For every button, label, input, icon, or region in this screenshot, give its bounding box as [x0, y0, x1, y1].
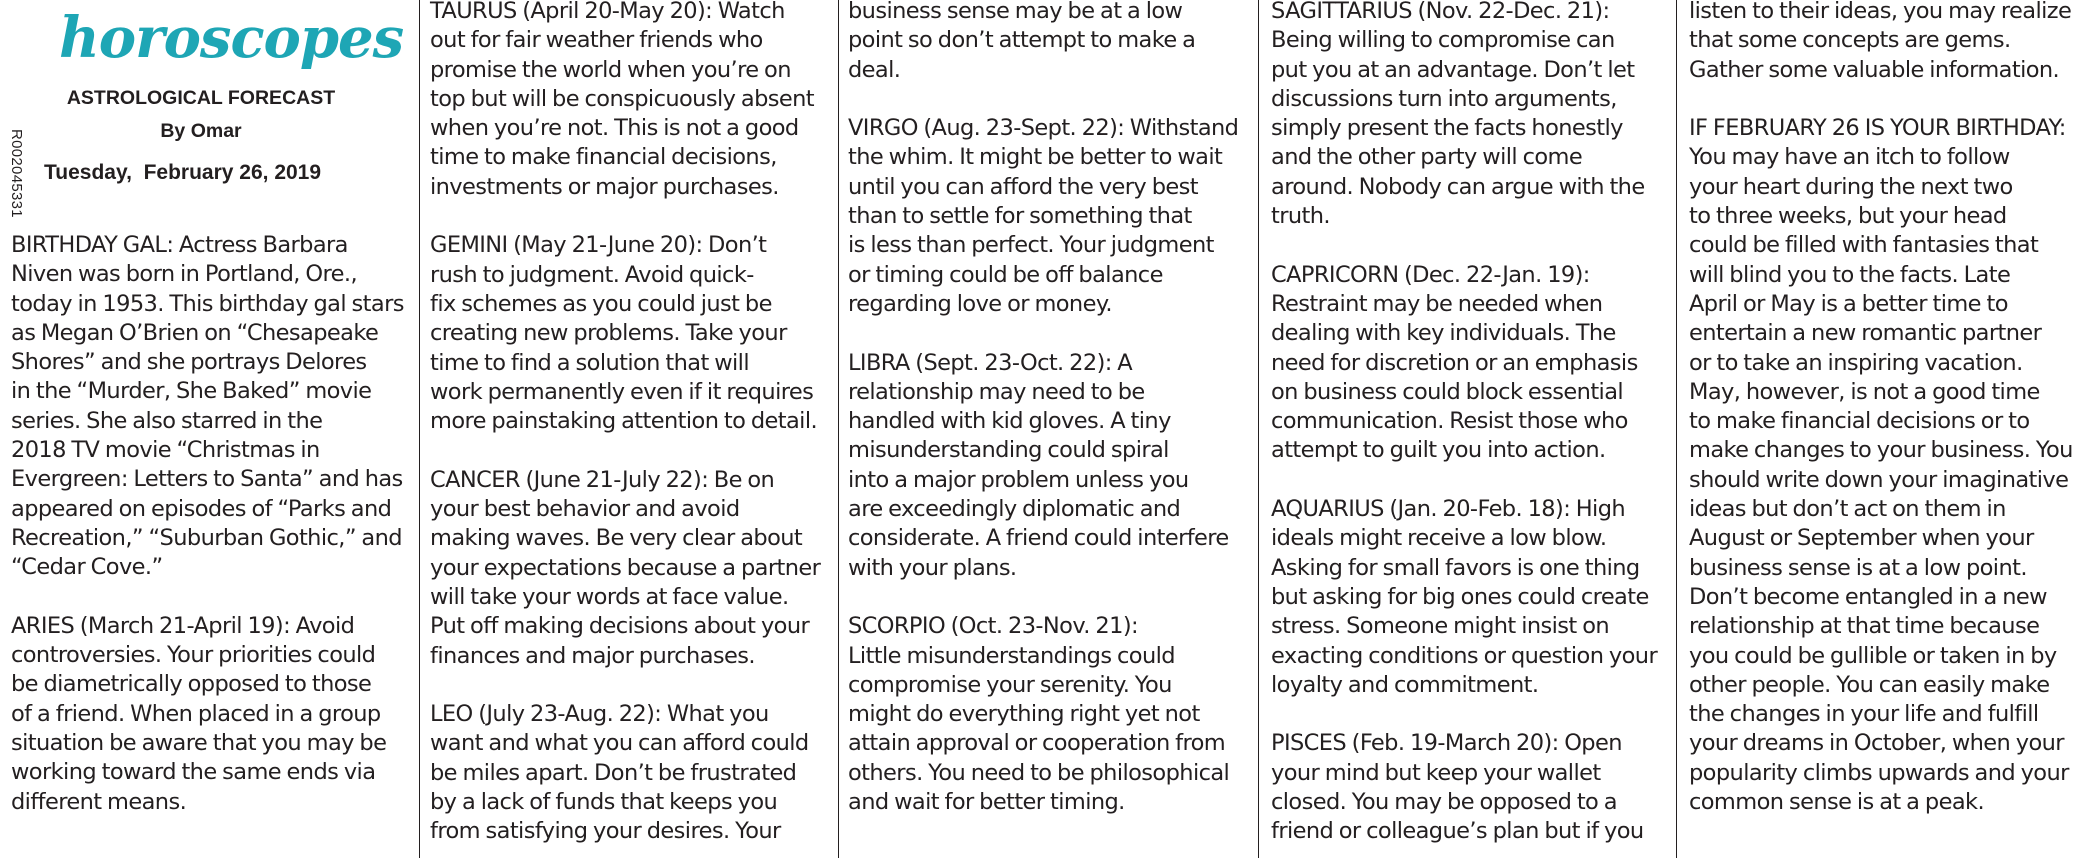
- column-text: [1271, 0, 1668, 847]
- column-5: [1677, 0, 2083, 858]
- aries-paragraph: ARIES (March 21-April 19): Avoid controversies. Your priorities could be diametrically opposed to those of a friend. When placed in a group situation be aware that you may be working toward the same ends via different means.: [11, 612, 387, 815]
- capricorn-paragraph: CAPRICORN (Dec. 22-Jan. 19): Restraint may be needed when dealing with key individuals. The need for discretion or an emphasis on business could block essential communication. Resist those who attempt to guilt you into action.: [1271, 261, 1638, 464]
- masthead: [8, 0, 409, 228]
- pisces-continued-paragraph: listen to their ideas, you may realize that some concepts are gems. Gather some valuable information.: [1689, 0, 2072, 83]
- leo-paragraph: LEO (July 23-Aug. 22): What you want and what you can afford could be miles apart. Don’t be frustrated by a lack of funds that keeps you from satisfying your desires. Your: [430, 701, 809, 845]
- column-text: [430, 0, 830, 847]
- aquarius-paragraph: AQUARIUS (Jan. 20-Feb. 18): High ideals might receive a low blow. Asking for small favors is one thing but asking for big ones could create stress. Someone might insist on exacting conditions or question your loyalty and commitment.: [1271, 496, 1658, 698]
- leo-continued-paragraph: business sense may be at a low point so don’t attempt to make a deal.: [848, 0, 1196, 83]
- column-3: [839, 0, 1259, 858]
- column-4: [1259, 0, 1677, 858]
- birthday-gal-paragraph: BIRTHDAY GAL: Actress Barbara Niven was born in Portland, Ore., today in 1953. This birthday gal stars as Megan O’Brien on “Chesapeake Shores” and she portrays Delores in the “Murder, She Baked” movie series. She also starred in the 2018 TV movie “Christmas in Evergreen: Letters to Santa” and has appeared on episodes of “Parks and Recreation,” “Suburban Gothic,” and “Cedar Cove.”: [11, 232, 404, 581]
- taurus-paragraph: TAURUS (April 20-May 20): Watch out for fair weather friends who promise the world when you’re on top but will be conspicuously absent when you’re not. This is not a good time to make financial decisions, investments or major purchases.: [430, 0, 814, 200]
- column-text: [1689, 0, 2077, 817]
- virgo-paragraph: VIRGO (Aug. 23-Sept. 22): Withstand the whim. It might be better to wait until you can afford the very best than to settle for something that is less than perfect. Your judgment or timing could be off balance regarding love or money.: [848, 115, 1239, 317]
- cancer-paragraph: CANCER (June 21-July 22): Be on your best behavior and avoid making waves. Be very clear about your expectations because a partner will take your words at face value. Put off making decisions about your finances and major purchases.: [430, 466, 821, 669]
- pisces-paragraph: PISCES (Feb. 19-March 20): Open your mind but keep your wallet closed. You may be opposed to a friend or colleague’s plan but if you: [1271, 730, 1644, 845]
- column-text: [848, 0, 1250, 817]
- gemini-paragraph: GEMINI (May 21-June 20): Don’t rush to judgment. Avoid quick- fix schemes as you could just be creating new problems. Take your time to find a solution that will work permanently even if it requires more painstaking attention to detail.: [430, 232, 818, 435]
- column-1: [0, 0, 420, 858]
- libra-paragraph: LIBRA (Sept. 23-Oct. 22): A relationship may need to be handled with kid gloves. A tiny misunderstanding could spiral into a major problem unless you are exceedingly diplomatic and considerate. A friend could interfere with your plans.: [848, 349, 1229, 581]
- byline: By Omar: [160, 120, 242, 142]
- horoscopes-logo: horoscopes: [59, 5, 404, 71]
- column-2: [420, 0, 839, 858]
- sagittarius-paragraph: SAGITTARIUS (Nov. 22-Dec. 21): Being willing to compromise can put you at an advantage. Don’t let discussions turn into arguments, simply present the facts honestly and the other party will come around. Nobody can argue with the truth.: [1271, 0, 1645, 230]
- birthday-forecast-paragraph: IF FEBRUARY 26 IS YOUR BIRTHDAY: You may have an itch to follow your heart during the next two to three weeks, but your head could be filled with fantasies that will blind you to the facts. Late April or May is a better time to entertain a new romantic partner or to take an inspiring vacation. May, however, is not a good time to make financial decisions or to make changes to your business. You should write down your imaginative ideas but don’t act on them in August or September when your business sense is at a low point. Don’t become entangled in a new relationship at that time because you could be gullible or taken in by other people. You can easily make the changes in your life and fulfill your dreams in October, when your popularity climbs upwards and your common sense is at a peak.: [1689, 115, 2073, 816]
- ad-code: R002045331: [8, 128, 25, 218]
- column-text: [11, 231, 409, 817]
- scorpio-paragraph: SCORPIO (Oct. 23-Nov. 21): Little misunderstandings could compromise your serenity. You might do everything right yet not attain approval or cooperation from others. You need to be philosophical and wait for better timing.: [848, 613, 1230, 816]
- publication-date: Tuesday, February 26, 2019: [44, 161, 322, 184]
- section-subtitle: ASTROLOGICAL FORECAST: [66, 87, 336, 109]
